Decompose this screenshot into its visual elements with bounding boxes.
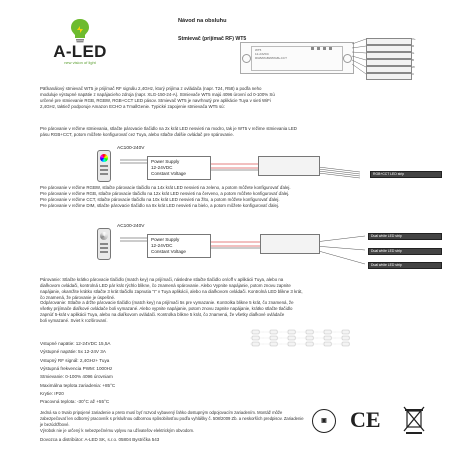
remote-button (100, 247, 108, 249)
text-line: Odpárovanie: Stlačte a držte párovacie tlačidlo (match key) na prijímači 5s pre vymazanie. Kontrolka blikne 5 krát, čo znamená, že (40, 300, 294, 305)
intro-paragraph (40, 86, 275, 110)
text-line: Pre párovanie v režime CCT, stlačte párovacie tlačidlo na 10x krát LED nesvieti na žlto, a potom môžete konfigurovať ďalej. (40, 197, 280, 203)
remote-button (100, 169, 108, 171)
power-supply-box (147, 156, 211, 180)
class-ii-icon: ▣ (312, 409, 336, 433)
brand-tagline: new vision of light (64, 60, 96, 65)
remote-button (100, 173, 108, 175)
led-strip-label: RGB+CCT LED strip (373, 172, 405, 176)
document-title: Návod na obsluhu (178, 18, 227, 24)
terminal-block (366, 52, 412, 59)
text-line: Pre párovanie v režime RGBW, stlačte párovacie tlačidlo na 14x krát LED nesvieti na zeleno, a potom môžete konfigurovať ďalej. (40, 185, 291, 190)
device-label-line: WT5 (255, 48, 262, 52)
remote-button (100, 251, 108, 253)
terminal-label: B (412, 57, 415, 62)
spec-line: Výstupná frekvencia PWM: 1000Hz (40, 366, 113, 372)
lightbulb-icon (69, 18, 91, 44)
text-line: určené pre stmievanie RGB, RGBW, RGB+CCT LED pásov. Stmievač WT5 je navrhnutý pre aplikácie Tuya v sieti WiFi (40, 98, 271, 104)
ps-label-line: Power Supply (151, 237, 180, 242)
text-line: pásu RGB+CCT, potom môžete konfigurovať cez Tuya, alebo stlačte ďalšie ovládač pre spárovanie. (40, 132, 234, 138)
weee-bin-icon (402, 405, 426, 435)
spec-line: Pracovná teplota: -30°C až +55°C (40, 399, 110, 405)
led-strip (368, 248, 442, 255)
spec-line: Krytie: IP20 (40, 391, 64, 397)
lighting-layout-diagram (175, 328, 425, 348)
terminal-labels (412, 36, 416, 77)
controller-box (260, 234, 320, 254)
ps-label-line: 12-24VDC (151, 243, 173, 248)
terminal-label: C (412, 71, 415, 76)
spec-line: Vstupný RF signál: 2,4GHz+ Tuya (40, 357, 110, 363)
terminal-label: V+ (412, 37, 416, 41)
terminal-label: G (412, 50, 415, 55)
text-line: Pre párovanie v režime RGB, stlačte párovacie tlačidlo na 12x krát LED nesvieti na červeno, a potom môžete konfigurovať ďalej. (40, 191, 290, 197)
text-line: moduluje výstupné napätie z napájacieho zdroja (napr. XLG-150-24-A). Stmievače WT5 majú 4096 úrovní od 0-100% Sú (40, 92, 275, 98)
text-line: napájanie, okamžite krátko stlačte 3 krát tlačidlo zapnutia "I" v Tuya aplikácii, alebo na diaľkovom ovládači. Kontrolná LED blikne 3 krát, (40, 289, 303, 295)
terminal-label: W (412, 64, 415, 69)
led-strip-label: Dual white LED strip (371, 234, 402, 238)
dimmer-wheel-icon (100, 232, 108, 240)
terminal-icon (311, 47, 314, 50)
color-wheel-icon (100, 154, 108, 162)
led-strip-label: Dual white LED strip (371, 249, 402, 253)
terminal-icon (329, 47, 332, 50)
terminal-block (366, 66, 412, 73)
unpairing-text (40, 300, 294, 324)
controller-box (258, 156, 320, 176)
terminal-label: R (412, 43, 415, 48)
remote-button (100, 243, 108, 245)
specifications-list (40, 340, 115, 407)
ps-label-line: Constant Voltage (151, 249, 186, 254)
spec-line: Vstupné napätie: 12-24VDC 15,5A (40, 341, 111, 346)
power-supply-box (147, 234, 211, 258)
ps-label-line: Constant Voltage (151, 171, 186, 176)
screw-icon (242, 54, 251, 63)
text-line: Jedná sa o trvalo pripojené zariadenie a preto musí byť rozvod vybavený ľahko dostupným odpojovacím zariadením. Montáž môže (40, 410, 283, 415)
terminal-block (366, 45, 412, 52)
text-line: 2,4GHz, taktiež podporuje Amazon ECHO a TmallGenie. Typické zapojenie stmievača WT5 sú: (40, 104, 225, 110)
remote-control-icon (97, 150, 111, 182)
text-line: čo znamená, že párovanie je úspešné. (40, 295, 116, 301)
led-strip (368, 262, 442, 269)
text-line: diaľkovom ovládači, kontrolná LED pár krát rýchlo blikne, čo znamená spárovanie. Alebo Vypnite napájanie, potom znovu zapnite (40, 283, 291, 289)
led-strip (370, 171, 442, 178)
text-line: Päťkanálový stmievač WT5 je prijímač RF signálu 2,4GHz, ktorý prijíma z ovládača (napr. T24, R58) a podľa neho (40, 86, 262, 91)
terminal-icon (317, 47, 320, 50)
screw-icon (343, 54, 352, 63)
terminal-block (366, 73, 412, 80)
modes-paragraph (40, 185, 291, 209)
document-subtitle: Stmievač (prijímač RF) WT5 (178, 36, 247, 42)
ps-label-line: Power Supply (151, 159, 180, 164)
text-line: zapnúť 5-krát v aplikácii Tuya, alebo na diaľkovom ovládači. Kontrolka blikne 5 krát, čo znamená, že všetky diaľkové ovládače (40, 312, 285, 318)
safety-notice (40, 410, 305, 434)
text-line: všetky prijímače diaľkové ovládače boli vymazané. Alebo vypnite napájanie, potom znovu zapnite napájanie, krátko stlačte tlačidlo (40, 306, 293, 312)
text-line: Pre párovanie v režime stmievania, stlačte párovacie tlačidlo na 2x krát LED nesvieti na modro, tak je WT5 v režime stmievania LED (40, 126, 297, 131)
brand-name: A-LED (53, 42, 107, 61)
text-line: Výrobok nie je určený k nebezpečnému vplyvu na užívateľov elektrickým obvodom. (40, 428, 195, 434)
remote-control-icon (97, 228, 111, 260)
led-strip-label: Dual white LED strip (371, 263, 402, 267)
certification-symbols (308, 405, 438, 445)
brand-logo (50, 18, 110, 65)
device-label-line: RGB/RGBW/RGB+CCT (255, 56, 287, 60)
led-strip (368, 233, 442, 240)
device-label-line: 12-24VDC (255, 52, 270, 56)
ac-input-label: AC100-240V (117, 146, 145, 151)
text-line: Párovanie: Stlačte krátko párovacie tlačidlo (match key) na prijímači, následne stlačte tlačidlo on/off v aplikácii Tuya, alebo na (40, 277, 284, 282)
terminal-icon (323, 47, 326, 50)
distributor-footer: Dovozca a distribútor: A-LED SK, s.r.o. 05804 Bystrička 543 (40, 437, 160, 442)
terminal-block (366, 38, 412, 45)
text-line: zabezpečovať len odborný pracovník s príslušnou odbornou spôsobilosťou podľa vyhlášky č. 508/2009 Zb. a neskorších predpisov. Zariadenie je bezúdržbové. (40, 416, 304, 428)
ce-mark-icon: CE (350, 407, 381, 432)
spec-line: Výstupné napätie: 5x 12-24V 3A (40, 349, 106, 355)
ps-label-line: 12-24VDC (151, 165, 173, 170)
device-drawing (240, 42, 354, 74)
text-line: Pre párovanie v režime DIM, stlačte párovacie tlačidlo na 8x krát LED nesvieti na bielo, a potom môžete konfigurovať ďalej. (40, 203, 280, 209)
ac-input-label: AC100-240V (117, 224, 145, 229)
terminal-block (366, 59, 412, 66)
device-label (255, 48, 287, 60)
spec-line: Maximálna teplota zariadenia: +85°C (40, 382, 116, 388)
pairing-paragraph (40, 277, 303, 301)
text-line: boli vymazané. Sviet k rozširovaní. (40, 318, 108, 324)
rgbcct-pairing-text (40, 126, 297, 138)
spec-line: Stmievanie: 0-100% 4096 úrovniam (40, 374, 113, 380)
remote-button (100, 165, 108, 167)
